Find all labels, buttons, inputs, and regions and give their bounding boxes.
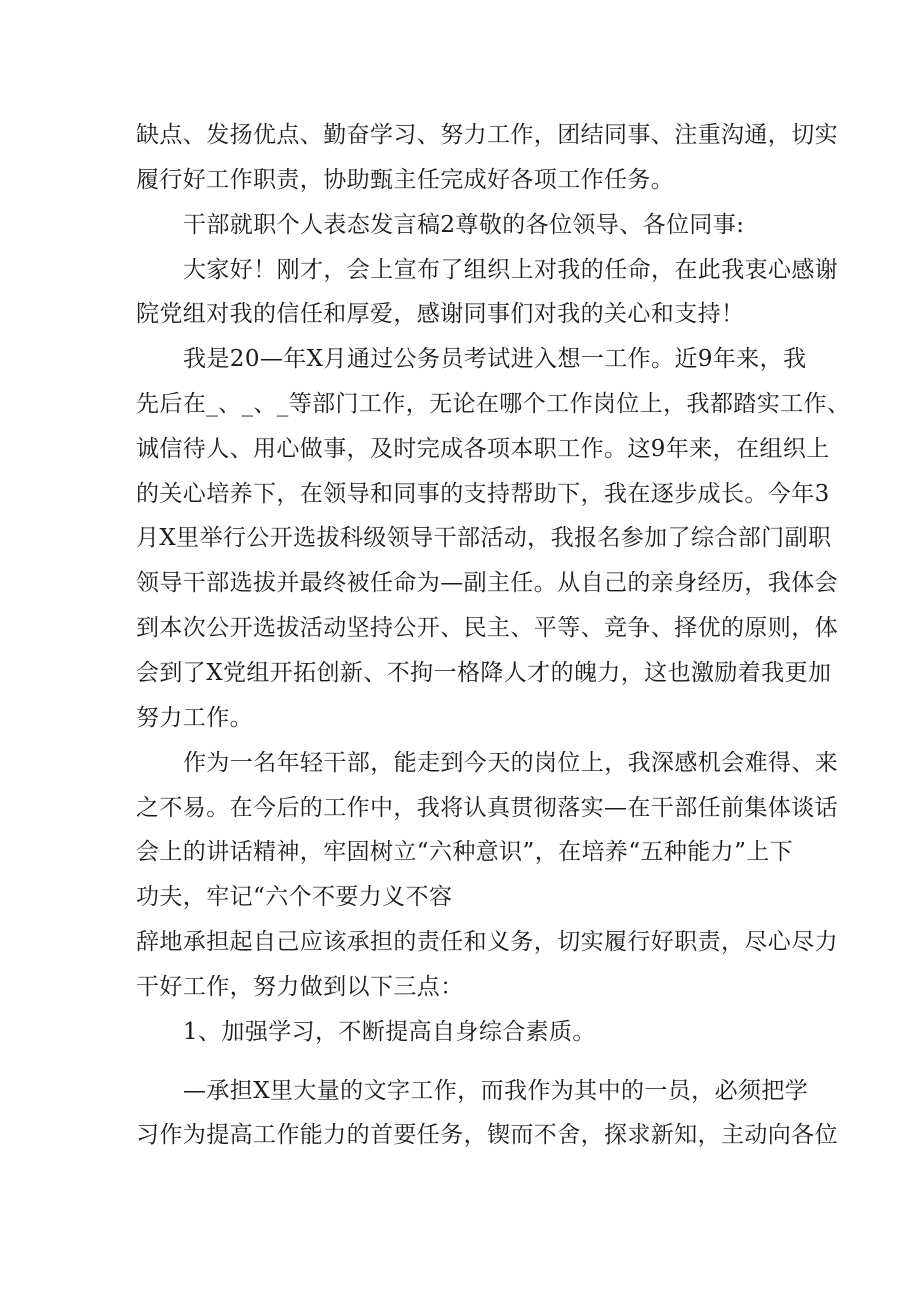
text-line: 的关心培养下，在领导和同事的支持帮助下，我在逐步成长。今年3	[136, 481, 830, 507]
text-line: 功夫，牢记“六个不要力义不容	[136, 884, 453, 910]
text-line: 干好工作，努力做到以下三点：	[136, 974, 464, 1000]
text-line: 会上的讲话精神，牢固树立“六种意识”，在培养“五种能力”上下	[136, 839, 794, 865]
text-line: 领导干部选拔并最终被任命为—副主任。从自己的亲身经历，我体会	[136, 570, 838, 596]
text-line: 诚信待人、用心做事，及时完成各项本职工作。这9年来，在组织上	[136, 436, 830, 462]
text-line: 院党组对我的信任和厚爱，感谢同事们对我的关心和支持！	[136, 301, 745, 327]
text-line: 作为一名年轻干部，能走到今天的岗位上，我深感机会难得、来	[183, 750, 839, 776]
text-line: 到本次公开选拔活动坚持公开、民主、平等、竞争、择优的原则，体	[136, 615, 838, 641]
text-line: 会到了X党组开拓创新、不拘一格降人才的魄力，这也激励着我更加	[136, 660, 832, 686]
text-line: 之不易。在今后的工作中，我将认真贯彻落实—在干部任前集体谈话	[136, 795, 838, 821]
text-line: 习作为提高工作能力的首要任务，锲而不舍，探求新知，主动向各位	[136, 1122, 838, 1148]
numbered-heading: 1、加强学习，不断提高自身综合素质。	[183, 1019, 596, 1045]
text-line: 努力工作。	[136, 705, 253, 731]
text-line: 履行好工作职责，协助甄主任完成好各项工作任务。	[136, 167, 675, 193]
text-line: 辞地承担起自己应该承担的责任和义务，切实履行好职责，尽心尽力	[136, 929, 838, 955]
text-line: 先后在_、_、_等部门工作，无论在哪个工作岗位上，我都踏实工作、	[136, 391, 851, 417]
paragraph-heading: 干部就职个人表态发言稿2尊敬的各位领导、各位同事:	[183, 212, 745, 238]
text-line: 缺点、发扬优点、勤奋学习、努力工作，团结同事、注重沟通，切实	[136, 122, 838, 148]
text-line: 我是20—年X月通过公务员考试进入想一工作。近9年来，我	[183, 346, 807, 372]
text-line: —承担X里大量的文字工作，而我作为其中的一员，必须把学	[183, 1078, 809, 1104]
text-line: 月X里举行公开选拔科级领导干部活动，我报名参加了综合部门副职	[136, 525, 832, 551]
text-line: 大家好！刚才，会上宣布了组织上对我的任命，在此我衷心感谢	[183, 257, 839, 283]
